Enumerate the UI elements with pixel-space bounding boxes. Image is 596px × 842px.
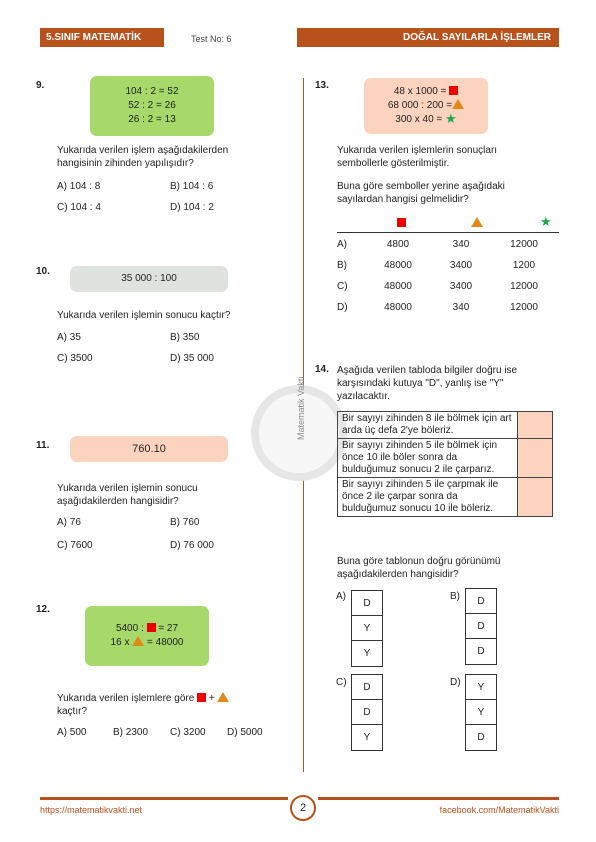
q14-statement-row xyxy=(338,478,552,516)
q14-statement: Bir sayıyı zihinden 5 ile çarpmak ile önce 2 ile çarpar sonra da bulduğumuz sonucu 10 ile böleriz. xyxy=(338,478,518,516)
cell: 1200 xyxy=(512,260,536,271)
subject-header: 5.SINIF MATEMATİK xyxy=(40,28,164,47)
page-number: 2 xyxy=(290,795,316,821)
answer-cell: Y xyxy=(352,616,382,641)
q13-text-2: sembollerle gösterilmiştir. xyxy=(337,158,450,169)
q9-line: 52 : 2 = 26 xyxy=(128,100,176,111)
footer-rule-left xyxy=(40,797,288,800)
red-square-icon xyxy=(147,623,156,632)
q12-line2-left: 16 x xyxy=(110,637,130,648)
q12-line2-right: = 48000 xyxy=(147,637,184,648)
q9-operation-box xyxy=(90,76,214,136)
orange-triangle-icon xyxy=(452,99,464,109)
q9-text-2: hangisinin zihinden yapılışıdır? xyxy=(57,158,194,169)
q14-text-2: karşısındaki kutuya "D", yanlış ise "Y" xyxy=(337,378,504,389)
green-star-icon: ★ xyxy=(540,214,552,229)
q9-line: 26 : 2 = 13 xyxy=(128,114,176,125)
q14-text-1: Aşağıda verilen tabloda bilgiler doğru ise xyxy=(337,365,518,376)
q13-line-2 xyxy=(364,99,488,113)
q13-answer-table xyxy=(337,234,559,318)
q11-option-a[interactable]: A) 76 xyxy=(57,517,81,528)
green-star-icon: ★ xyxy=(445,111,457,126)
answer-cell: D xyxy=(352,700,382,725)
q10-option-c[interactable]: C) 3500 xyxy=(57,353,93,364)
q14-answer-box[interactable] xyxy=(518,439,552,477)
answer-cell: D xyxy=(466,589,496,614)
cell: 4800 xyxy=(386,239,410,250)
topic-header: DOĞAL SAYILARLA İŞLEMLER xyxy=(297,28,559,47)
q14-option-b-label[interactable]: B) xyxy=(450,591,460,602)
cell: 48000 xyxy=(384,281,412,292)
answer-cell: D xyxy=(352,675,382,700)
q14-statement-table xyxy=(337,411,553,517)
q14-option-d[interactable] xyxy=(465,674,497,751)
q12-line-1 xyxy=(85,622,209,636)
q12-option-d[interactable]: D) 5000 xyxy=(227,727,263,738)
answer-cell: Y xyxy=(363,648,371,659)
q14-answer-box[interactable] xyxy=(518,412,552,438)
q13-text-4: sayılardan hangisi gelmelidir? xyxy=(337,194,469,205)
q14-statement: Bir sayıyı zihinden 8 ile bölmek için art arda üç defa 2'ye böleriz. xyxy=(338,412,518,438)
answer-cell: D xyxy=(352,591,382,616)
q13-text-1: Yukarıda verilen işlemlerin sonuçları xyxy=(337,145,498,156)
q14-option-d-label[interactable]: D) xyxy=(450,677,461,688)
q13-operation-box xyxy=(364,78,488,134)
q12-text-2: kaçtır? xyxy=(57,706,88,717)
answer-cell: Y xyxy=(466,700,496,725)
q13-row-b[interactable] xyxy=(337,255,559,276)
q9-line: 104 : 2 = 52 xyxy=(125,86,179,97)
q12-operation-box xyxy=(85,606,209,666)
footer-facebook-link[interactable]: facebook.com/MatematikVakti xyxy=(439,805,559,815)
q11-text-1: Yukarıda verilen işlemin sonucu xyxy=(57,483,198,494)
q14-number: 14. xyxy=(315,364,329,375)
q12-line1-left: 5400 : xyxy=(115,623,144,634)
red-square-icon xyxy=(197,693,206,702)
cell: 12000 xyxy=(510,302,538,313)
q14-option-a[interactable] xyxy=(351,590,383,667)
footer-website-link[interactable]: https://matematikvakti.net xyxy=(40,805,143,815)
q11-operation-box: 760.10 xyxy=(70,436,228,462)
q14-statement: Bir sayıyı zihinden 5 ile bölmek için önce 10 ile böler sonra da bulduğumuz sonucu 2 ile çarparız. xyxy=(338,439,518,477)
q9-text-1: Yukarıda verilen işlem aşağıdakilerden xyxy=(57,145,229,156)
q11-option-b[interactable]: B) 760 xyxy=(170,517,200,528)
q12-option-b[interactable]: B) 2300 xyxy=(113,727,149,738)
q14-text-3: yazılacaktır. xyxy=(337,391,390,402)
q11-text-2: aşağıdakilerden hangisidir? xyxy=(57,496,179,507)
q14-statement-row xyxy=(338,439,552,478)
q10-option-d[interactable]: D) 35 000 xyxy=(170,353,214,364)
cell: 340 xyxy=(452,302,470,313)
q13-table-rule xyxy=(337,232,559,233)
q13-number: 13. xyxy=(315,80,329,91)
q14-text-4: Buna göre tablonun doğru görünümü xyxy=(337,556,501,567)
q12-line-2 xyxy=(85,636,209,650)
q13-line2-text: 68 000 : 200 = xyxy=(387,100,453,111)
q10-text: Yukarıda verilen işlemin sonucu kaçtır? xyxy=(57,310,231,321)
test-number: Test No: 6 xyxy=(191,34,232,44)
q10-operation-box: 35 000 : 100 xyxy=(70,266,228,292)
q12-text-1-words: Yukarıda verilen işlemlere göre xyxy=(57,693,195,704)
option-label: C) xyxy=(337,281,348,292)
q13-row-a[interactable] xyxy=(337,234,559,255)
cell: 12000 xyxy=(510,281,538,292)
cell: 12000 xyxy=(510,239,538,250)
cell: 48000 xyxy=(384,260,412,271)
footer-rule-right xyxy=(318,797,559,800)
q9-option-a[interactable]: A) 104 : 8 xyxy=(57,181,101,192)
q12-number: 12. xyxy=(36,604,50,615)
cell: 340 xyxy=(452,239,470,250)
q14-text-5: aşağıdakilerden hangisidir? xyxy=(337,569,459,580)
q9-option-d[interactable]: D) 104 : 2 xyxy=(170,202,214,213)
q13-text-3: Buna göre semboller yerine aşağıdaki xyxy=(337,181,505,192)
q10-option-b[interactable]: B) 350 xyxy=(170,332,200,343)
q11-number: 11. xyxy=(36,440,50,451)
q14-option-c-label[interactable]: C) xyxy=(336,677,347,688)
cell: 3400 xyxy=(449,260,473,271)
q9-option-b[interactable]: B) 104 : 6 xyxy=(170,181,214,192)
option-label: A) xyxy=(337,239,347,250)
q14-option-b[interactable] xyxy=(465,588,497,665)
q11-option-d[interactable]: D) 76 000 xyxy=(170,540,214,551)
answer-cell: Y xyxy=(466,675,496,700)
q11-option-c[interactable]: C) 7600 xyxy=(57,540,93,551)
q13-line-1 xyxy=(364,85,488,99)
q10-option-a[interactable]: A) 35 xyxy=(57,332,81,343)
orange-triangle-icon xyxy=(217,692,229,702)
cell: 48000 xyxy=(384,302,412,313)
q9-option-c[interactable]: C) 104 : 4 xyxy=(57,202,101,213)
option-label: D) xyxy=(337,302,348,313)
watermark-text: Matematik Vakti xyxy=(296,376,306,440)
answer-cell: D xyxy=(477,732,485,743)
q12-line1-right: = 27 xyxy=(158,623,179,634)
red-square-icon xyxy=(449,86,458,95)
answer-cell: D xyxy=(477,646,485,657)
q13-line1-text: 48 x 1000 = xyxy=(393,86,447,97)
q12-option-c[interactable]: C) 3200 xyxy=(170,727,206,738)
q12-text-1: Yukarıda verilen işlemlere göre + xyxy=(57,692,229,705)
cell: 3400 xyxy=(449,281,473,292)
q9-number: 9. xyxy=(36,80,45,91)
q14-answer-box[interactable] xyxy=(518,478,552,516)
q12-option-a[interactable]: A) 500 xyxy=(57,727,87,738)
q13-row-c[interactable] xyxy=(337,276,559,297)
q13-line-3 xyxy=(364,113,488,127)
q14-option-a-label[interactable]: A) xyxy=(336,591,346,602)
red-square-icon xyxy=(397,218,406,227)
q14-option-c[interactable] xyxy=(351,674,383,751)
answer-cell: Y xyxy=(363,732,371,743)
q10-number: 10. xyxy=(36,266,50,277)
option-label: B) xyxy=(337,260,347,271)
orange-triangle-icon xyxy=(471,217,483,227)
orange-triangle-icon xyxy=(132,636,144,646)
answer-cell: D xyxy=(466,614,496,639)
q14-statement-row xyxy=(338,412,552,439)
q13-row-d[interactable] xyxy=(337,297,559,318)
q13-line3-text: 300 x 40 = xyxy=(395,114,443,125)
